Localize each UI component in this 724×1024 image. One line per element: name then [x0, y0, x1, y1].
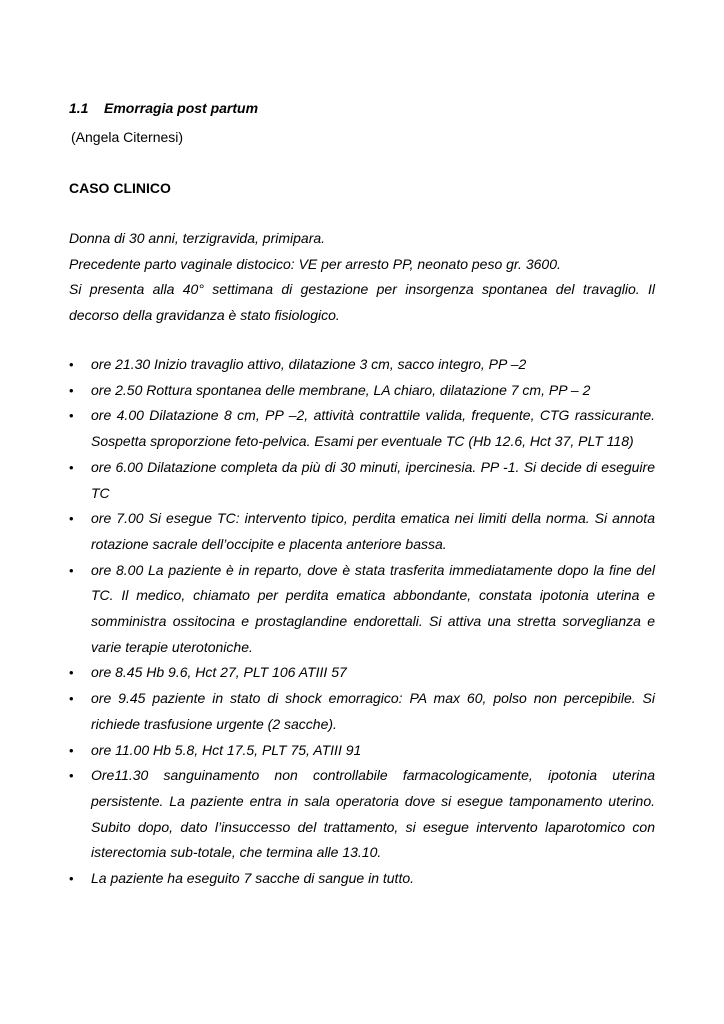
bullet-icon: •	[69, 871, 74, 887]
case-title: CASO CLINICO	[69, 180, 171, 196]
list-item-text: ore 9.45 paziente in stato di shock emorragico: PA max 60, polso non percepibile. Si richiede trasfusione urgente (2 sacche).	[91, 690, 655, 732]
case-intro	[69, 226, 655, 328]
list-item	[69, 352, 655, 378]
list-item	[69, 763, 655, 866]
list-item-text: ore 4.00 Dilatazione 8 cm, PP –2, attività contrattile valida, frequente, CTG rassicurante. Sospetta sproporzione feto-pelvica. Esami per eventuale TC (Hb 12.6, Hct 37, PLT 118)	[91, 407, 655, 450]
list-item	[69, 738, 655, 764]
list-item-text: ore 7.00 Si esegue TC: intervento tipico, perdita ematica nei limiti della norma. Si annota rotazione sacrale dell’occipite e placenta anteriore bassa.	[91, 510, 655, 552]
intro-line: Precedente parto vaginale distocico: VE per arresto PP, neonato peso gr. 3600.	[69, 255, 561, 272]
bullet-icon: •	[69, 562, 74, 578]
list-item	[69, 403, 655, 454]
list-item	[69, 866, 655, 892]
list-item-text: ore 8.00 La paziente è in reparto, dove è stata trasferita immediatamente dopo la fine del TC. Il medico, chiamato per perdita ematica abbondante, constata ipotonia uterina e somministra ossitocina e prostaglandine endorettali. Si attiva una stretta sorveglianza e varie terapie uterotoniche.	[91, 561, 655, 655]
list-item-text: ore 6.00 Dilatazione completa da più di 30 minuti, ipercinesia. PP -1. Si decide di eseguire TC	[91, 458, 655, 501]
bullet-icon: •	[69, 742, 74, 758]
list-item	[69, 455, 655, 506]
section-author: (Angela Citernesi)	[71, 129, 184, 145]
section-title: Emorragia post partum	[104, 100, 259, 116]
bullet-icon: •	[69, 459, 74, 475]
section-heading	[69, 99, 258, 117]
bullet-icon: •	[69, 691, 74, 707]
bullet-icon: •	[69, 382, 74, 398]
list-item	[69, 558, 655, 661]
list-item	[69, 506, 655, 557]
event-timeline-list	[69, 352, 655, 892]
section-number: 1.1	[69, 100, 89, 116]
bullet-icon: •	[69, 511, 74, 527]
list-item-text: La paziente ha eseguito 7 sacche di sangue in tutto.	[91, 870, 415, 887]
list-item	[69, 378, 655, 404]
list-item-text: ore 21.30 Inizio travaglio attivo, dilatazione 3 cm, sacco integro, PP –2	[91, 356, 527, 372]
bullet-icon: •	[69, 357, 74, 372]
list-item-text: ore 11.00 Hb 5.8, Hct 17.5, PLT 75, ATIII 91	[91, 741, 362, 758]
list-item-text: ore 8.45 Hb 9.6, Hct 27, PLT 106 ATIII 57	[91, 664, 347, 681]
list-item-text: Ore11.30 sanguinamento non controllabile farmacologicamente, ipotonia uterina persistente. La paziente entra in sala operatoria dove si esegue tamponamento uterino. Subito dopo, dato l’insuccesso del trattamento, si esegue intervento laparotomico con isterectomia sub-totale, che termina alle 13.10.	[91, 767, 655, 861]
intro-line: Si presenta alla 40° settimana di gestazione per insorgenza spontanea del travaglio. Il decorso della gravidanza è stato fisiologico.	[69, 281, 655, 323]
intro-line: Donna di 30 anni, terzigravida, primipara.	[69, 230, 326, 246]
list-item-text: ore 2.50 Rottura spontanea delle membrane, LA chiaro, dilatazione 7 cm, PP – 2	[91, 381, 591, 398]
list-item	[69, 686, 655, 737]
bullet-icon: •	[69, 408, 74, 424]
bullet-icon: •	[69, 768, 74, 784]
list-item	[69, 660, 655, 686]
bullet-icon: •	[69, 665, 74, 681]
